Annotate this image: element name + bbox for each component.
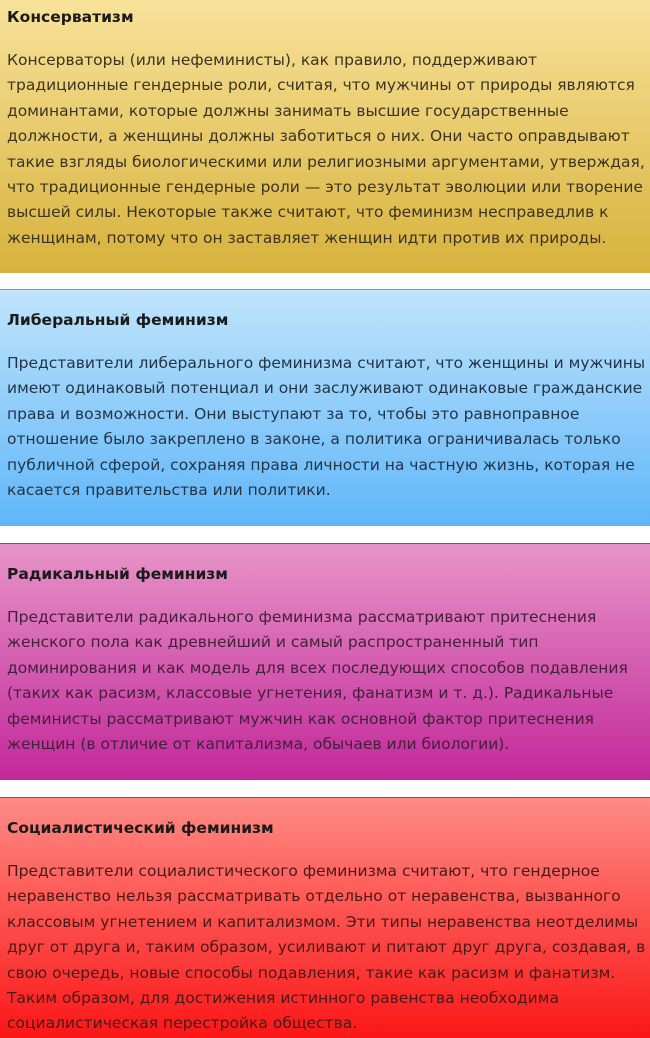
card-body <box>7 351 650 503</box>
card-title: Консерватизм <box>7 8 134 26</box>
card-body <box>7 48 650 251</box>
text-line: классовым угнетением и капитализмом. Эти типы неравенства неотделимы <box>7 912 639 931</box>
text-line: Представители социалистического феминизма считают, что гендерное <box>7 862 600 880</box>
card-title: Либеральный феминизм <box>7 311 229 329</box>
text-line: женского пола как древнейший и самый распространенный тип <box>7 633 539 652</box>
text-line: женщин (в отличие от капитализма, обычаев или биологии). <box>7 735 510 754</box>
text-line: традиционные гендерные роли, считая, что мужчины от природы являются <box>7 76 635 95</box>
text-line: феминисты рассматривают мужчин как основной фактор притеснения <box>7 709 595 728</box>
text-line: имеют одинаковый потенциал и они заслуживают одинаковые гражданские <box>7 379 643 398</box>
text-line: неравенство нельзя рассматривать отдельно от неравенства, вызванного <box>7 887 621 906</box>
text-line: такие взгляды биологическими или религиозными аргументами, утверждая, <box>7 152 645 171</box>
text-line: высшей силы. Некоторые также считают, что феминизм несправедлив к <box>7 203 609 222</box>
card-conservatism <box>0 0 650 273</box>
text-line: доминантами, которые должны занимать высшие государственные <box>7 101 569 120</box>
card-title: Радикальный феминизм <box>7 565 228 583</box>
text-line: друг от друга и, таким образом, усиливают и питают друг друга, создавая, в <box>7 938 646 957</box>
text-line: публичной сферой, сохраняя права личности на частную жизнь, которая не <box>7 455 635 474</box>
text-line: Представители либерального феминизма считают, что женщины и мужчины <box>7 354 646 372</box>
text-line: Представители радикального феминизма рассматривают притеснения <box>7 608 597 626</box>
text-line: свою очередь, новые способы подавления, такие как расизм и фанатизм. <box>7 963 616 982</box>
card-body <box>7 605 650 757</box>
text-line: женщинам, потому что он заставляет женщин идти против их природы. <box>7 228 607 247</box>
text-line: Консерваторы (или нефеминисты), как правило, поддерживают <box>7 51 538 69</box>
text-line: что традиционные гендерные роли — это результат эволюции или творение <box>7 178 643 197</box>
text-line: права и возможности. Они выступают за то, чтобы это равноправное <box>7 404 580 423</box>
text-line: должности, а женщины должны заботиться о них. Они часто оправдывают <box>7 127 630 146</box>
text-line: Таким образом, для достижения истинного равенства необходима <box>7 989 559 1008</box>
text-line: касается правительства или политики. <box>7 481 331 500</box>
card-socialist-feminism <box>0 797 650 1038</box>
text-line: отношение было закреплено в законе, а политика ограничивалась только <box>7 430 621 449</box>
card-liberal-feminism <box>0 289 650 526</box>
card-title: Социалистический феминизм <box>7 819 274 837</box>
card-body <box>7 859 650 1037</box>
card-radical-feminism <box>0 543 650 780</box>
text-line: (таких как расизм, классовые угнетения, фанатизм и т. д.). Радикальные <box>7 684 614 703</box>
text-line: доминирования и как модель для всех последующих способов подавления <box>7 658 628 677</box>
text-line: социалистическая перестройка общества. <box>7 1014 358 1033</box>
